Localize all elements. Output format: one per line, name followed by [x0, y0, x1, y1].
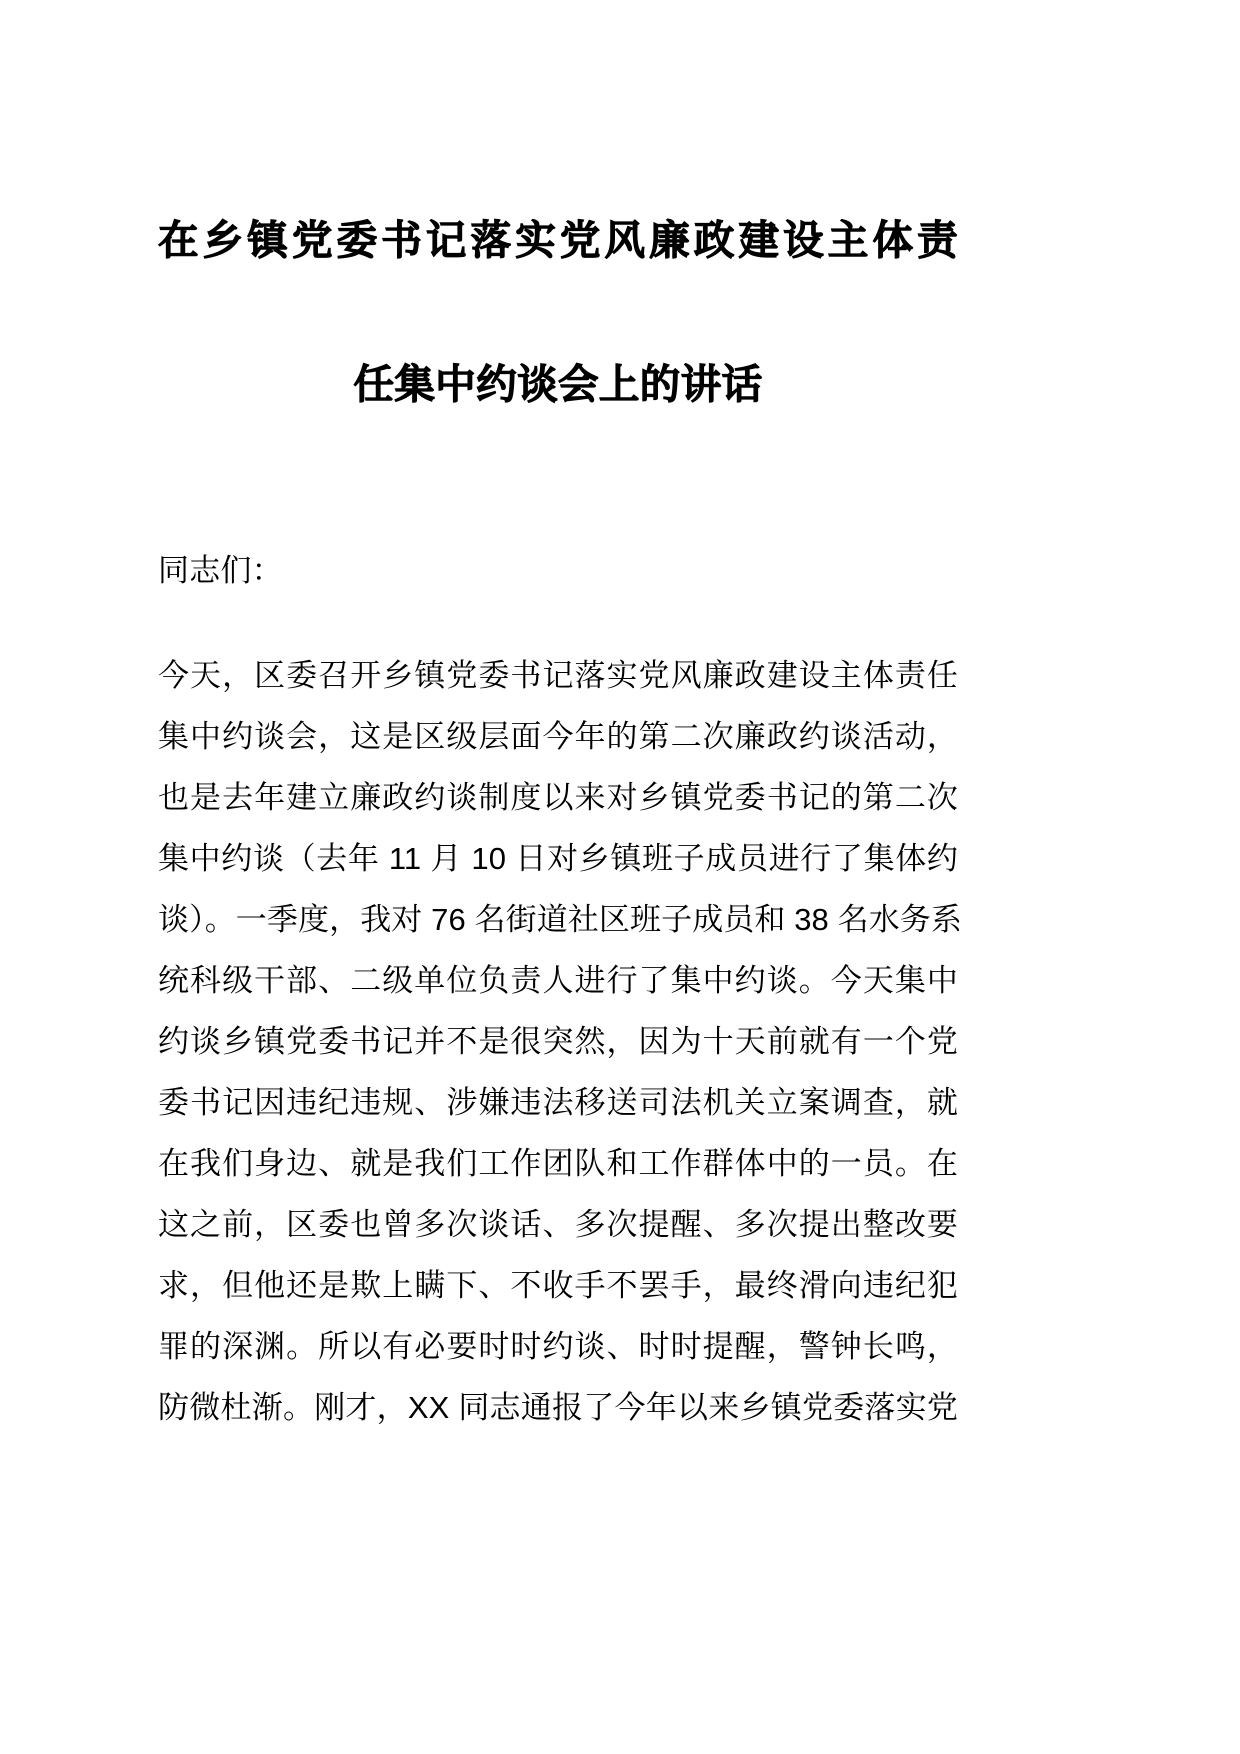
paragraph-line: 今天，区委召开乡镇党委书记落实党风廉政建设主体责任 [158, 658, 958, 693]
page-title [158, 0, 958, 456]
paragraph-line: 也是去年建立廉政约谈制度以来对乡镇党委书记的第二次 [158, 780, 958, 815]
body-paragraph [158, 601, 963, 1438]
paragraph-line: 谈）。一季度，我对 76 名街道社区班子成员和 38 名水务系 [158, 902, 963, 937]
paragraph-line: 委书记因违纪违规、涉嫌违法移送司法机关立案调查，就 [158, 1085, 958, 1120]
salutation: 同志们： [158, 553, 283, 588]
paragraph-line: 防微杜渐。刚才，XX 同志通报了今年以来乡镇党委落实党 [158, 1390, 958, 1425]
paragraph-line: 集中约谈（去年 11 月 10 日对乡镇班子成员进行了集体约 [158, 841, 958, 876]
page-title-line-2: 任集中约谈会上的讲话 [353, 361, 763, 407]
paragraph-line: 统科级干部、二级单位负责人进行了集中约谈。今天集中 [158, 963, 958, 998]
paragraph-line: 这之前，区委也曾多次谈话、多次提醒、多次提出整改要 [158, 1207, 958, 1242]
paragraph-line: 罪的深渊。所以有必要时时约谈、时时提醒，警钟长鸣， [158, 1329, 958, 1364]
page-title-line-1: 在乡镇党委书记落实党风廉政建设主体责 [158, 217, 958, 263]
paragraph-line: 在我们身边、就是我们工作团队和工作群体中的一员。在 [158, 1146, 958, 1181]
document-body [158, 456, 963, 1438]
paragraph-line: 约谈乡镇党委书记并不是很突然，因为十天前就有一个党 [158, 1024, 958, 1059]
paragraph-line: 求，但他还是欺上瞒下、不收手不罢手，最终滑向违纪犯 [158, 1268, 958, 1303]
page-content [158, 0, 963, 1438]
paragraph-line: 集中约谈会，这是区级层面今年的第二次廉政约谈活动， [158, 719, 958, 754]
